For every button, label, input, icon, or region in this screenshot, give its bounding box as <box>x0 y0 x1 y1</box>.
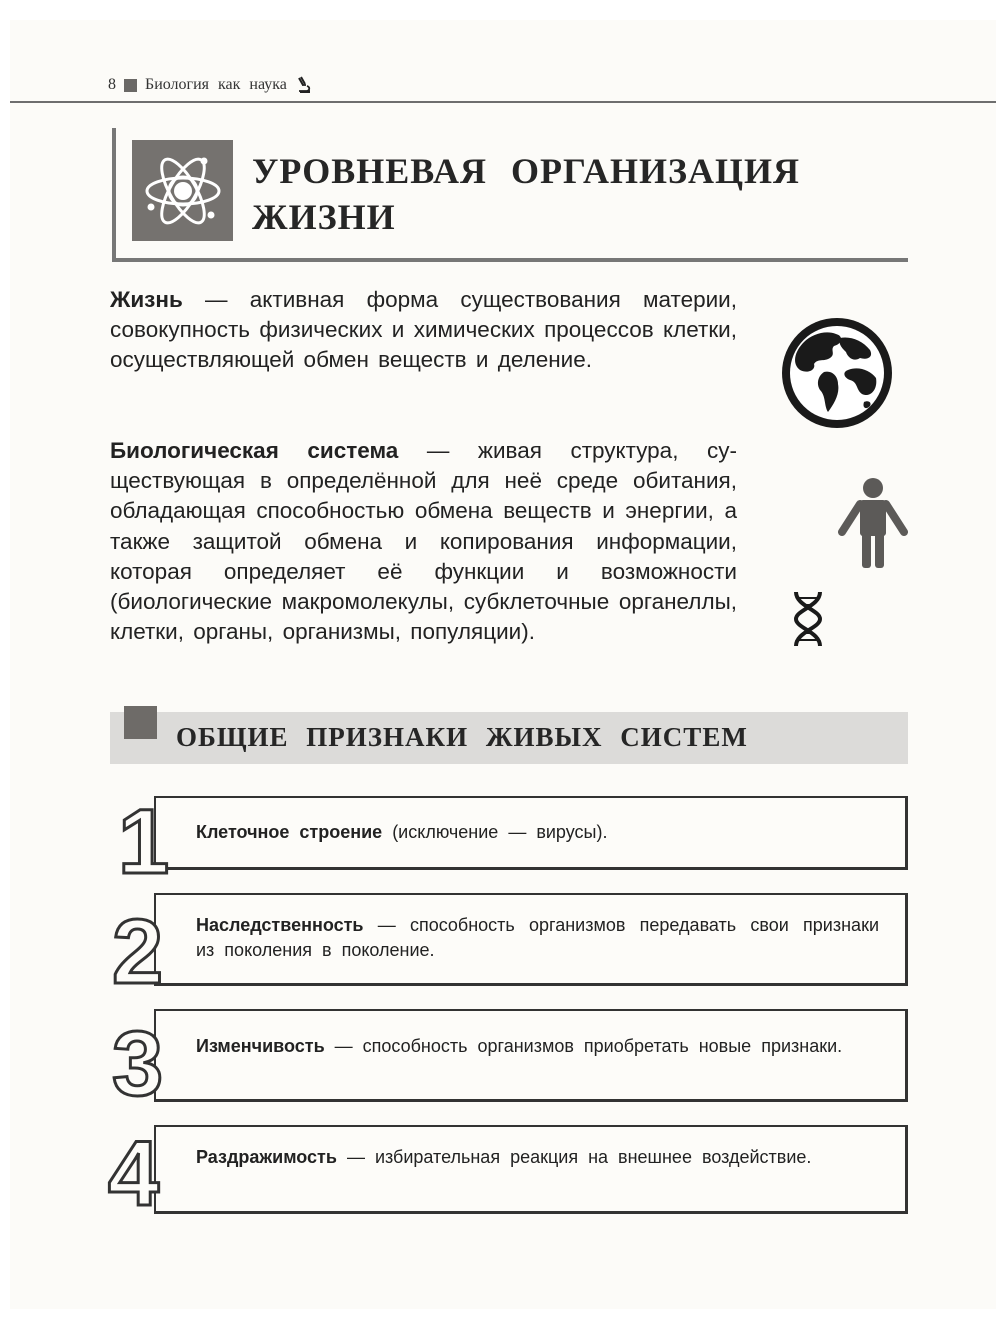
feature-term: Раздражимость <box>196 1147 337 1167</box>
definition-term: Биологическая система <box>110 438 399 463</box>
running-title: Биология как наука <box>145 76 287 93</box>
atom-icon <box>141 149 225 233</box>
feature-description: — способность организмов приобретать новые признаки. <box>324 1036 843 1056</box>
feature-description: — способность организмов передавать свои признаки из поколения в поколение. <box>196 915 879 960</box>
definition-life <box>110 285 737 376</box>
feature-term: Изменчивость <box>196 1036 325 1056</box>
definition-term: Жизнь <box>110 287 183 312</box>
dna-icon <box>790 590 826 648</box>
header-square-marker <box>124 79 137 92</box>
definition-biosystem <box>110 436 737 647</box>
feature-term: Наследственность <box>196 915 364 935</box>
feature-description: — избирательная реакция на внешнее воздействие. <box>336 1147 812 1167</box>
page-number: 8 <box>108 76 116 93</box>
header-rule <box>10 101 996 103</box>
section-title: ОБЩИЕ ПРИЗНАКИ ЖИВЫХ СИСТЕМ <box>176 722 748 752</box>
feature-text-4 <box>196 1145 879 1170</box>
globe-icon <box>778 314 896 432</box>
definition-text: — живая структура, существующая в определённой для неё среде обитания, обладающая способностью обмена веществ и энергии, а также защитой обмена и копирования информации, которая определяет её функции и возможности (биологические макромолекулы, субклеточные органеллы, клетки, органы, организмы, популяции). <box>110 438 737 645</box>
microscope-icon <box>295 76 313 94</box>
feature-text-3 <box>196 1034 879 1059</box>
running-header <box>108 76 313 94</box>
feature-description: (исключение — вирусы). <box>382 822 608 842</box>
feature-text-2 <box>196 913 879 963</box>
feature-number-3: 3 <box>112 1013 164 1115</box>
chapter-icon-box <box>132 140 233 241</box>
section-square-marker <box>124 706 157 739</box>
feature-term: Клеточное строение <box>196 822 383 842</box>
feature-number-2: 2 <box>112 901 164 1003</box>
feature-number-4: 4 <box>108 1123 160 1225</box>
chapter-title-line-2: ЖИЗНИ <box>252 197 396 237</box>
feature-number-1: 1 <box>118 791 170 893</box>
chapter-title <box>252 148 872 240</box>
person-icon <box>838 478 908 570</box>
feature-text-1 <box>196 820 879 845</box>
definition-text: — активная форма существования материи, совокупность физических и химических процессов клетки, осуществляющей обмен веществ и деление. <box>110 287 737 373</box>
chapter-title-line-1: УРОВНЕВАЯ ОРГАНИЗАЦИЯ <box>252 151 800 191</box>
